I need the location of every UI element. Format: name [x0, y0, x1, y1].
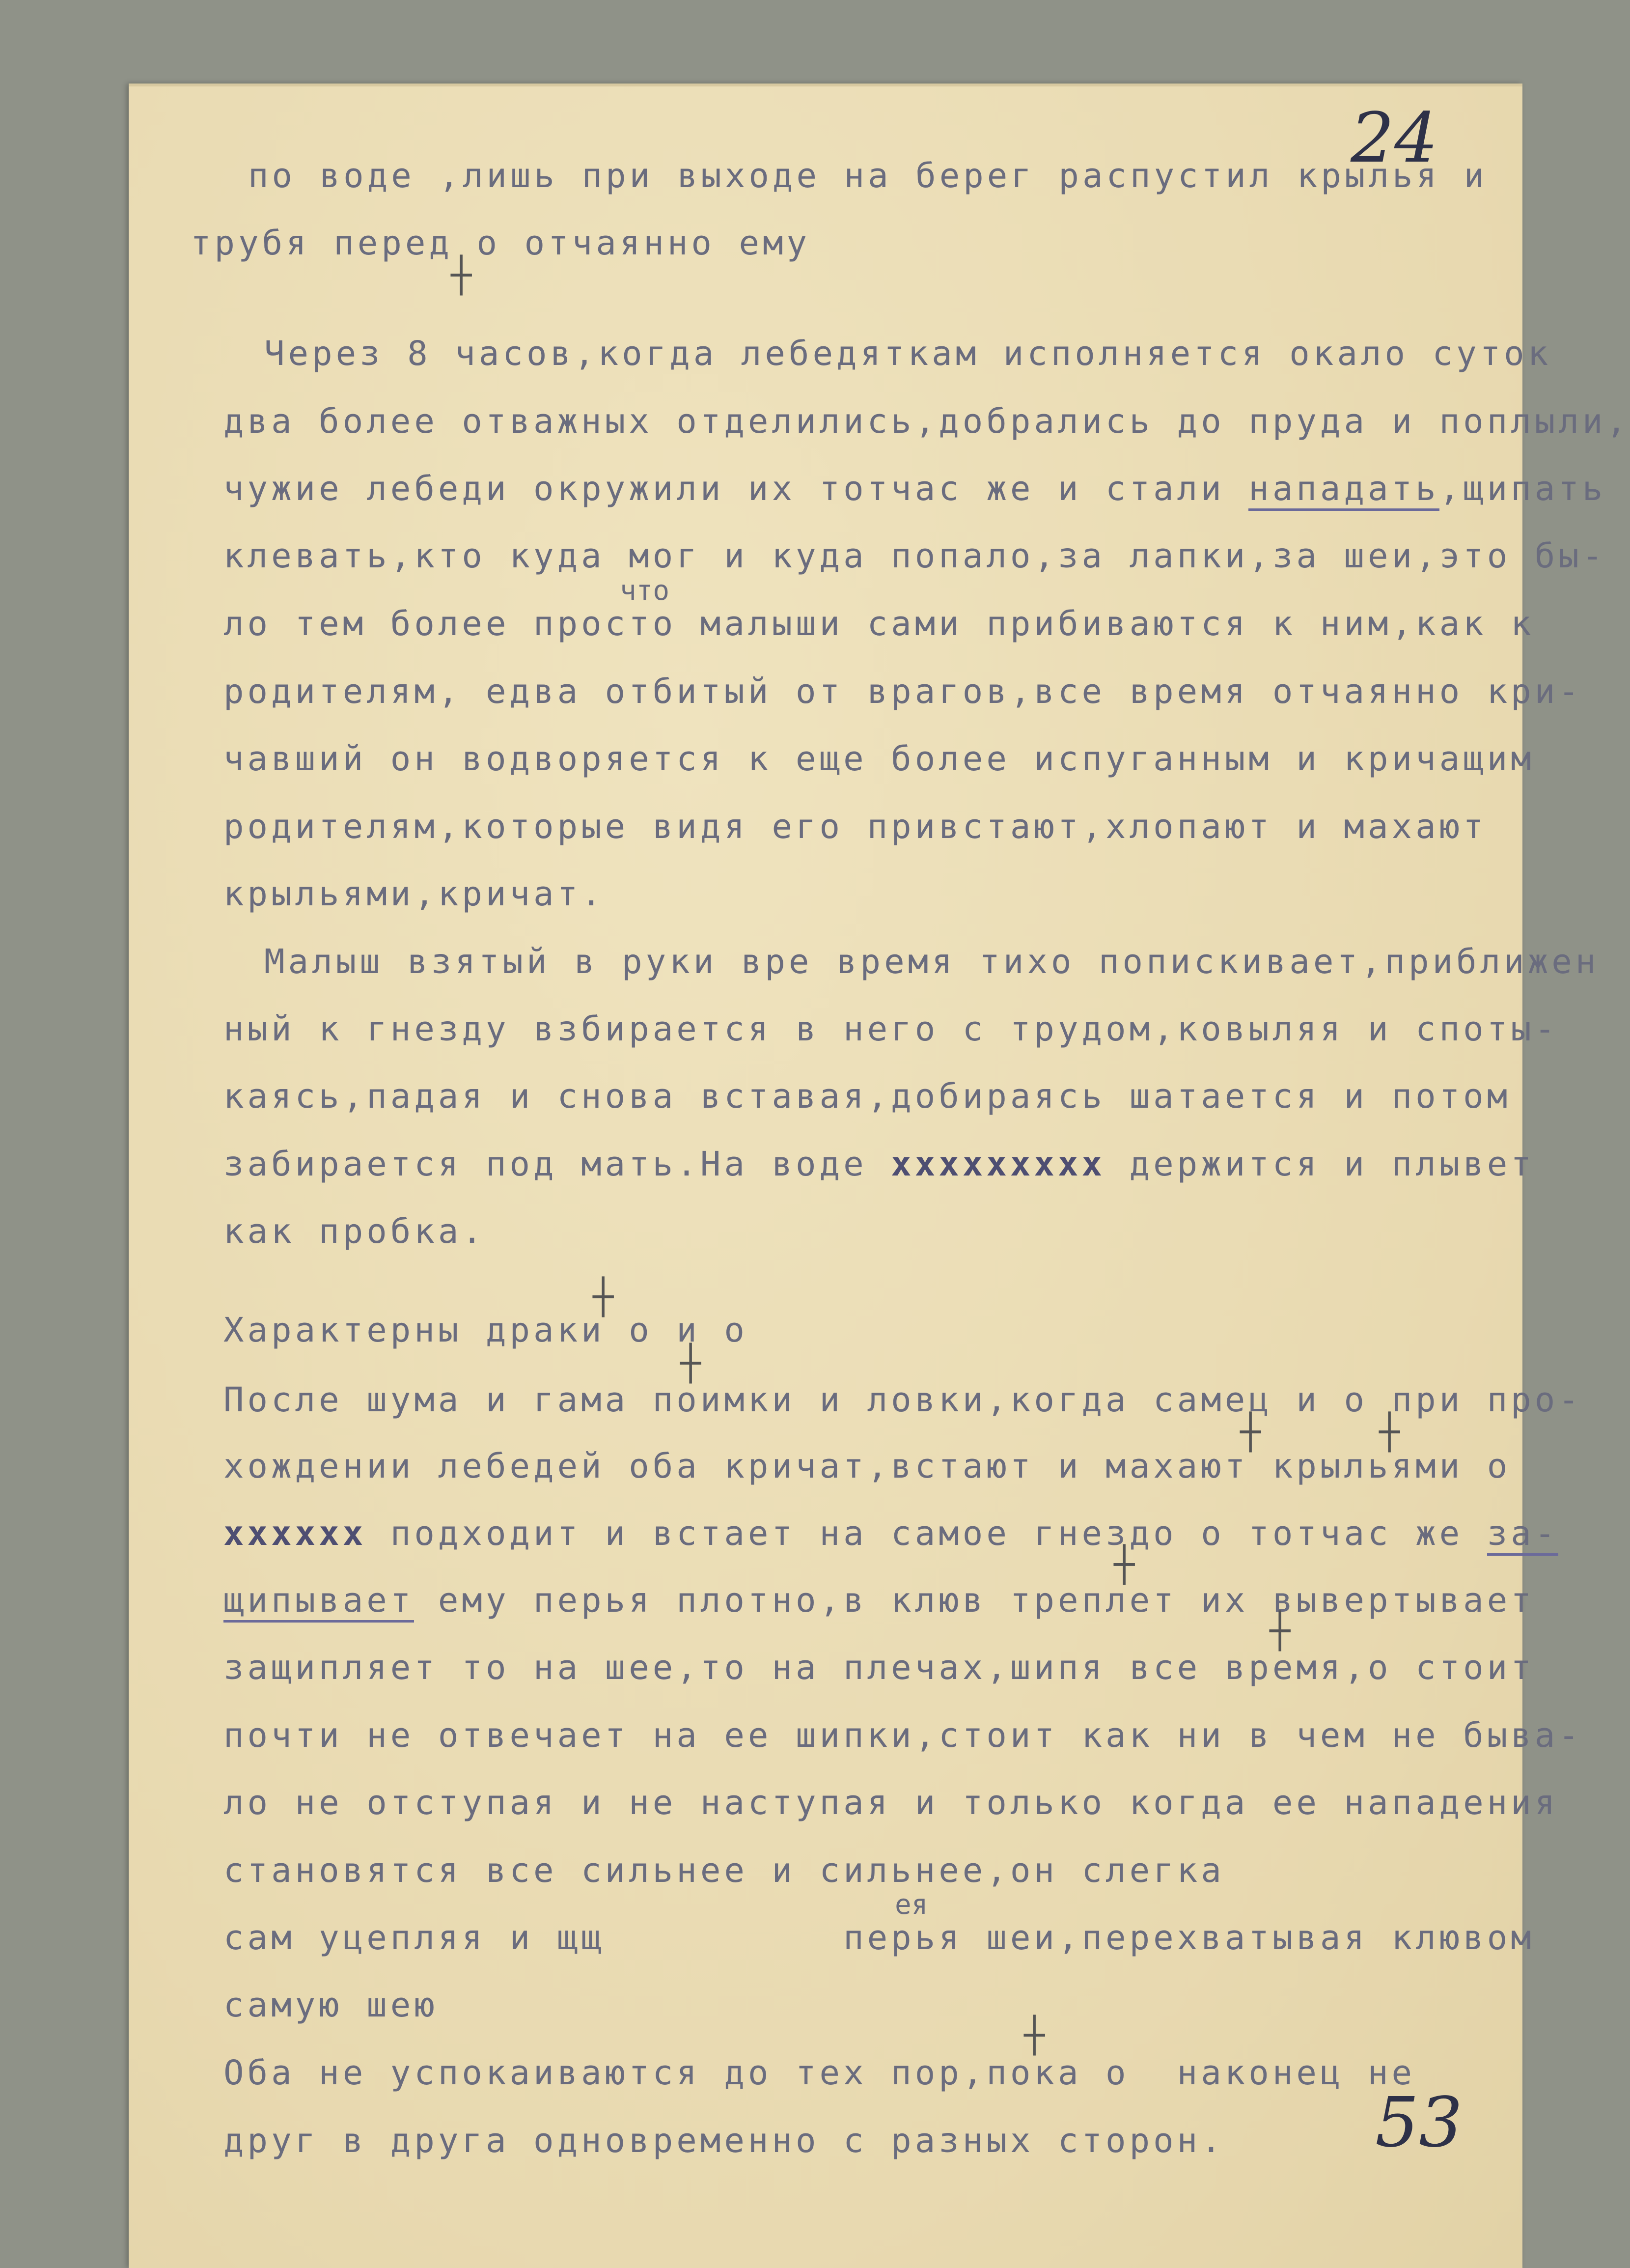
female-symbol-mark: ┼ [1270, 1611, 1291, 1651]
female-symbol-mark: ┼ [680, 1343, 701, 1383]
text-line-28: друг в друга одновременно с разных сторон. [223, 2121, 1225, 2160]
female-symbol-mark: ┼ [593, 1277, 614, 1317]
text-line-24: становятся все сильнее и сильнее,он слегка [223, 1851, 1225, 1890]
archive-number-bottom: 53 [1375, 2083, 1463, 2163]
text-line-16: как пробка. [223, 1212, 486, 1251]
female-symbol-mark: ┼ [1114, 1544, 1135, 1585]
underlined-word: за- [1487, 1514, 1559, 1556]
text-line-20: щипывает ему перья плотно,в клюв треплет их вывертывает [223, 1581, 1535, 1620]
text-line-26: самую шею [223, 1986, 438, 2025]
text-line-11: крыльями,кричат. [223, 874, 605, 914]
text-line-3: Через 8 часов,когда лебедяткам исполняется окало суток [264, 334, 1552, 373]
text-line-14: каясь,падая и снова вставая,добираясь шатается и потом [223, 1077, 1511, 1116]
underlined-word: нападать [1248, 469, 1439, 511]
text-line-9: чавший он водворяется к еще более испуганным и кричащим [223, 739, 1535, 779]
paper-top-edge [129, 84, 1522, 86]
text-line-8: родителям, едва отбитый от врагов,все время отчаянно кри- [223, 672, 1582, 711]
text-line-27: Оба не успокаиваются до тех пор,пока о наконец не [223, 2053, 1416, 2093]
text-line-5: чужие лебеди окружили их тотчас же и стали нападать,щипать [223, 469, 1606, 508]
text-line-1: по воде ,лишь при выходе на берег распустил крылья и [248, 156, 1488, 196]
text-line-7: ло тем более просто малыши сами прибиваются к ним,как к [223, 604, 1535, 644]
text-line-23: ло не отступая и не наступая и только когда ее нападения [223, 1783, 1559, 1822]
text-line-17: После шума и гама поимки и ловки,когда самец и о при про- [223, 1380, 1582, 1420]
text-line-12: Малыш взятый в руки вре время тихо попискивает,приближен [264, 942, 1600, 981]
interlinear-insert-chto: что [620, 575, 670, 607]
female-symbol-mark: ┼ [1024, 2015, 1045, 2055]
underlined-word: щипывает [223, 1581, 414, 1623]
female-symbol-mark: ┼ [1379, 1412, 1400, 1452]
female-symbol-mark: ┼ [1240, 1412, 1261, 1452]
struck-out-text: xxxxxxxxx [891, 1145, 1106, 1184]
text-line-15: забирается под мать.На воде xxxxxxxxx держится и плывет [223, 1145, 1535, 1184]
female-symbol-mark: ┼ [451, 255, 472, 295]
text-line-18: хождении лебедей оба кричат,встают и махают крыльями о [223, 1447, 1511, 1486]
archive-number-top: 24 [1351, 98, 1438, 178]
text-line-25: сам уцепляя и щщ перья шеи,перехватывая клювом [223, 1918, 1535, 1958]
text-line-13: ный к гнезду взбирается в него с трудом,ковыляя и споты- [223, 1009, 1559, 1049]
text-line-10: родителям,которые видя его привстают,хлопают и махают [223, 807, 1487, 846]
text-line-22: почти не отвечает на ее шипки,стоит как ни в чем не быва- [223, 1716, 1582, 1755]
text-line-21: защипляет то на шее,то на плечах,шипя все время,о стоит [223, 1648, 1535, 1687]
text-line-6: клевать,кто куда мог и куда попало,за лапки,за шеи,это бы- [223, 536, 1606, 576]
interlinear-insert-ee: ея [895, 1889, 928, 1921]
struck-out-text: xxxxxx [223, 1514, 367, 1553]
text-line-4: два более отважных отделились,добрались до пруда и поплыли, [223, 402, 1630, 441]
text-line-2: трубя перед о отчаянно ему [191, 224, 811, 263]
text-line-19: xxxxxx подходит и встает на самое гнездо о тотчас же за- [223, 1514, 1558, 1553]
section-heading: Характерны драки о и о [223, 1311, 748, 1350]
